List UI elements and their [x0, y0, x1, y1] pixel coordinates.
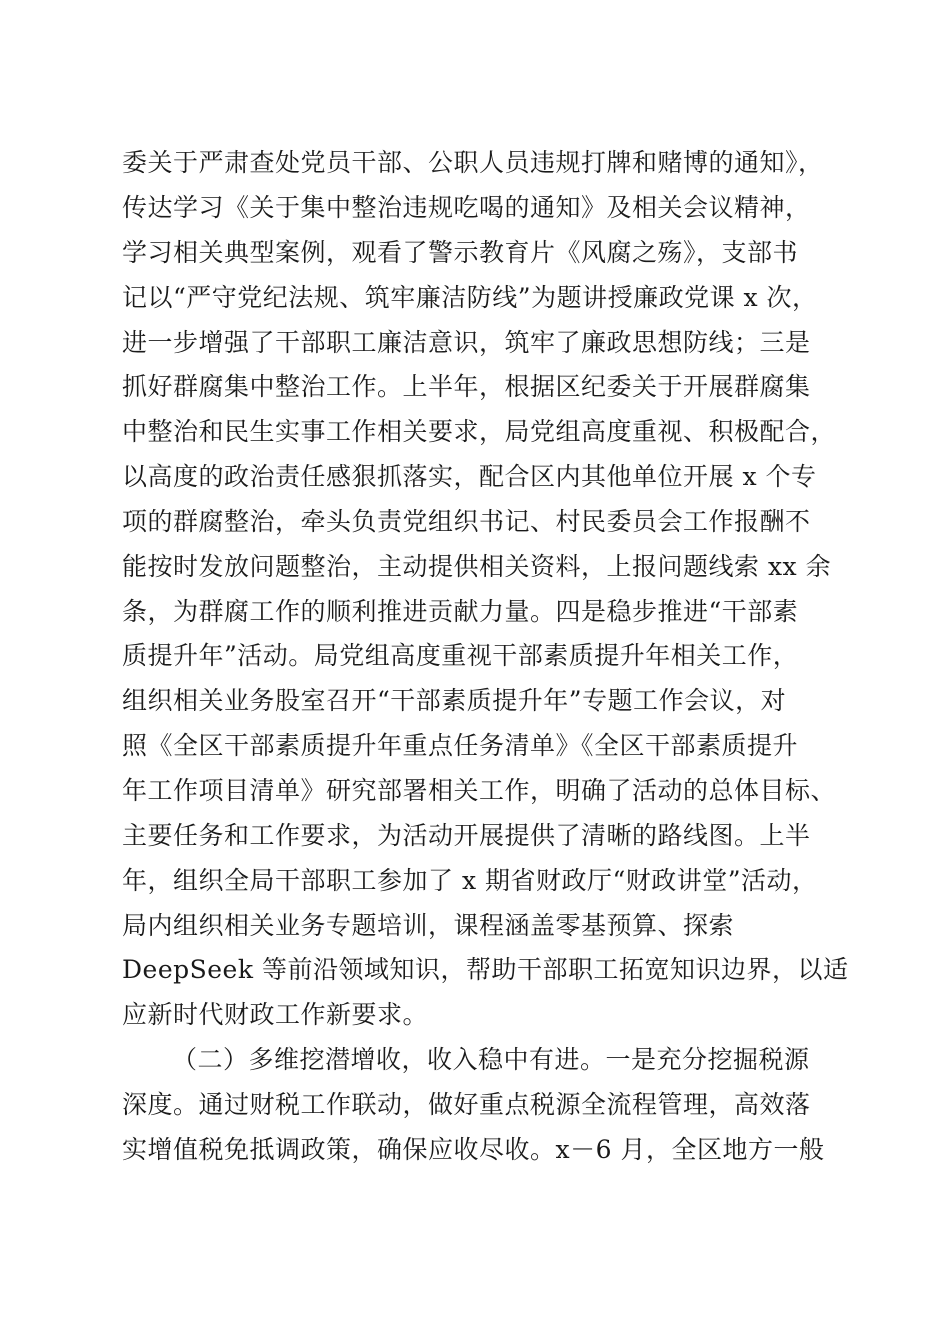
text-line: 深度。通过财税工作联动，做好重点税源全流程管理，高效落	[122, 1090, 811, 1119]
text-line: 照《全区干部素质提升年重点任务清单》《全区干部素质提升	[122, 731, 799, 760]
text-line: 局内组织相关业务专题培训，课程涵盖零基预算、探索	[122, 911, 735, 940]
text-line: 年工作项目清单》研究部署相关工作，明确了活动的总体目标、	[122, 776, 837, 805]
text-line: 记以“严守党纪法规、筑牢廉洁防线”为题讲授廉政党课 x 次，	[122, 283, 818, 312]
text-line: 抓好群腐集中整治工作。上半年，根据区纪委关于开展群腐集	[122, 372, 811, 401]
text-line: 应新时代财政工作新要求。	[122, 1000, 429, 1029]
text-line: 项的群腐整治，牵头负责党组织书记、村民委员会工作报酬不	[122, 507, 811, 536]
text-line: 以高度的政治责任感狠抓落实，配合区内其他单位开展 x 个专	[122, 462, 817, 491]
text-line: 条，为群腐工作的顺利推进贡献力量。四是稳步推进“干部素	[122, 597, 799, 626]
text-line: 委关于严肃查处党员干部、公职人员违规打牌和赌博的通知》，	[122, 148, 824, 177]
text-line: 学习相关典型案例，观看了警示教育片《风腐之殇》，支部书	[122, 238, 799, 267]
text-line: 主要任务和工作要求，为活动开展提供了清晰的路线图。上半	[122, 821, 811, 850]
text-line: DeepSeek 等前沿领域知识，帮助干部职工拓宽知识边界，以适	[122, 955, 849, 984]
text-line: 实增值税免抵调政策，确保应收尽收。x－6 月，全区地方一般	[122, 1135, 825, 1164]
text-line: 质提升年”活动。局党组高度重视干部素质提升年相关工作，	[122, 641, 799, 670]
text-line: 中整治和民生实事工作相关要求，局党组高度重视、积极配合，	[122, 417, 837, 446]
text-line: 能按时发放问题整治，主动提供相关资料，上报问题线索 xx 余	[122, 552, 832, 581]
text-line: 组织相关业务股室召开“干部素质提升年”专题工作会议，对	[122, 686, 787, 715]
section-heading-line: （二）多维挖潜增收，收入稳中有进。一是充分挖掘税源	[172, 1045, 810, 1074]
text-line: 进一步增强了干部职工廉洁意识，筑牢了廉政思想防线；三是	[122, 328, 811, 357]
text-line: 年，组织全局干部职工参加了 x 期省财政厅“财政讲堂”活动，	[122, 866, 818, 895]
text-line: 传达学习《关于集中整治违规吃喝的通知》及相关会议精神，	[122, 193, 811, 222]
